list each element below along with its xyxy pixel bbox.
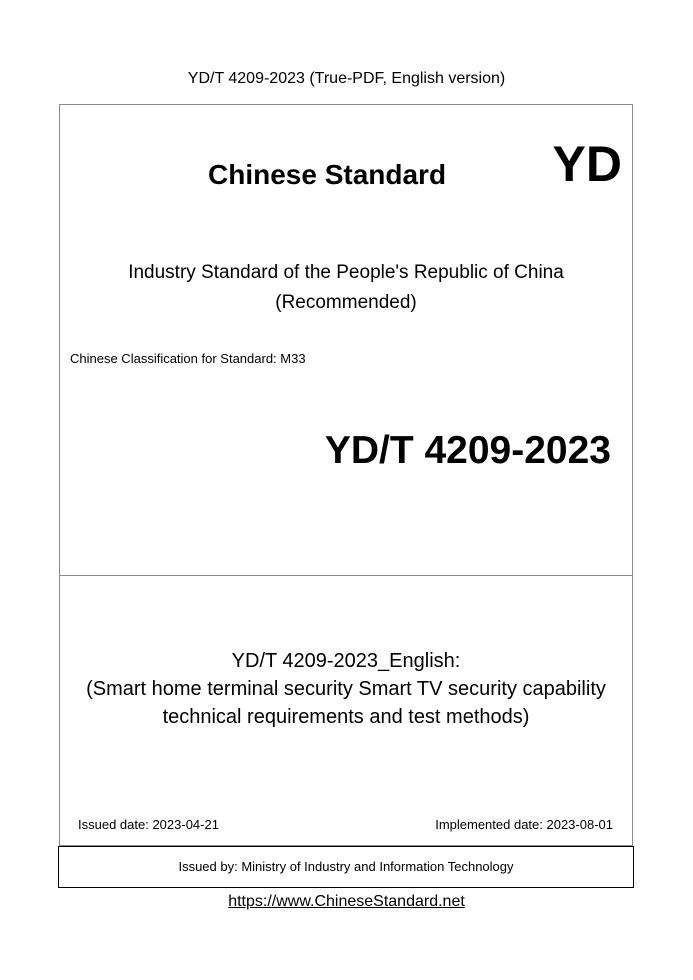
cover-title: Chinese Standard — [208, 159, 447, 190]
doc-title-line-3: technical requirements and test methods) — [162, 706, 530, 728]
cover-subtitle — [60, 258, 632, 318]
implemented-date: Implemented date: 2023-08-01 — [435, 817, 613, 832]
standard-code-mark: YD — [552, 136, 622, 192]
footer-link-container — [0, 893, 693, 911]
issuer-box: Issued by: Ministry of Industry and Information Technology — [58, 846, 634, 888]
subtitle-line-1: Industry Standard of the People's Republic of China — [128, 262, 564, 283]
doc-title-line-1: YD/T 4209-2023_English: — [231, 650, 461, 672]
section-divider — [60, 575, 632, 576]
subtitle-line-2: (Recommended) — [275, 292, 417, 313]
doc-title-line-2: (Smart home terminal security Smart TV security capability — [86, 678, 606, 700]
website-link[interactable]: https://www.ChineseStandard.net — [228, 893, 465, 910]
standard-number: YD/T 4209-2023 — [324, 429, 611, 472]
page-header: YD/T 4209-2023 (True-PDF, English version) — [187, 70, 506, 87]
classification-label: Chinese Classification for Standard: M33 — [70, 351, 306, 366]
issued-date: Issued date: 2023-04-21 — [78, 817, 219, 832]
document-title — [60, 647, 632, 731]
cover-frame — [59, 104, 633, 846]
